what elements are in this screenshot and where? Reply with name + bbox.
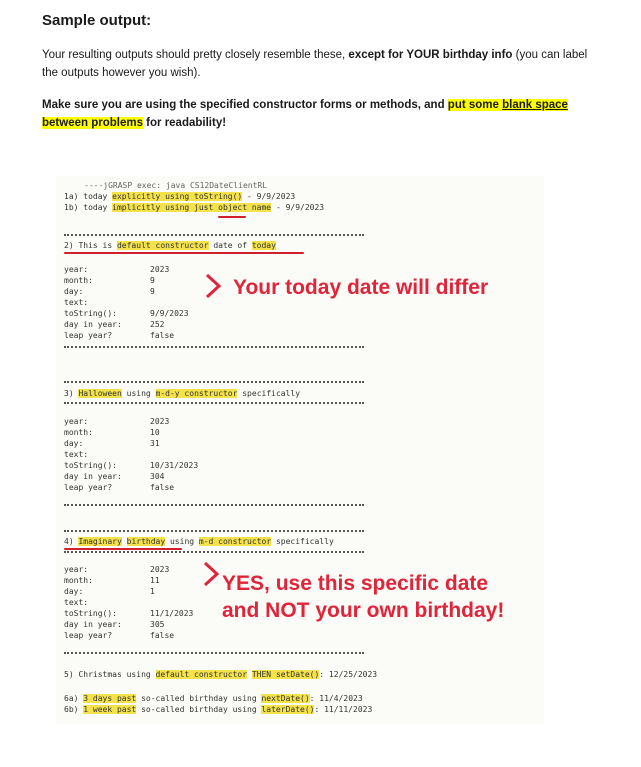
chevron-right-icon [204,272,222,300]
field-label: leap year? [64,483,113,492]
red-underline [64,252,304,254]
field-value: false [150,331,175,340]
intro-paragraph [42,46,602,82]
section-2-title: 2) This is default constructor date of today [64,241,276,250]
field-label: month: [64,576,93,585]
field-value: 252 [150,320,165,329]
field-label: day in year: [64,472,122,481]
section-5-line: 5) Christmas using default constructor THEN setDate(): 12/25/2023 [64,670,378,679]
red-underline [64,548,182,550]
instruction-text-2: for readability! [142,117,227,129]
field-label: toString(): [64,461,117,470]
highlight-blank-space: blank space [502,99,568,111]
section-3-title: 3) Halloween using m-d-y constructor specifically [64,389,301,398]
field-label: toString(): [64,609,117,618]
field-value: 305 [150,620,165,629]
field-label: text: [64,298,89,307]
field-label: year: [64,417,89,426]
highlight-put-some: put some [447,99,503,111]
field-label: day in year: [64,620,122,629]
field-label: day in year: [64,320,122,329]
field-value: 1 [150,587,155,596]
line-1a: 1a) today explicitly using toString() - 9/9/2023 [64,192,296,201]
field-value: 2023 [150,417,170,426]
separator [64,551,364,553]
field-label: toString(): [64,309,117,318]
field-value: false [150,483,175,492]
field-value: 9 [150,276,155,285]
separator [64,381,364,383]
field-label: text: [64,598,89,607]
field-label: text: [64,450,89,459]
field-label: day: [64,439,84,448]
highlight-between-problems: between problems [42,117,143,129]
red-underline [218,216,246,218]
section-6b-line: 6b) 1 week past so-called birthday using laterDate(): 11/11/2023 [64,705,373,714]
line-1b: 1b) today implicitly using just object name - 9/9/2023 [64,203,325,212]
field-value: 10/31/2023 [150,461,199,470]
field-value: 304 [150,472,165,481]
field-label: day: [64,287,84,296]
field-value: 9/9/2023 [150,309,189,318]
note-specific-date-2: and NOT your own birthday! [222,599,505,622]
console-output-screenshot [56,176,544,724]
field-value: 10 [150,428,160,437]
section-6a-line: 6a) 3 days past so-called birthday using nextDate(): 11/4/2023 [64,694,363,703]
separator [64,234,364,236]
separator [64,652,364,654]
field-value: 11/1/2023 [150,609,194,618]
note-specific-date-1: YES, use this specific date [222,572,489,595]
separator [64,402,364,404]
field-label: year: [64,265,89,274]
field-value: 2023 [150,265,170,274]
field-value: 2023 [150,565,170,574]
field-label: month: [64,428,93,437]
field-label: leap year? [64,631,113,640]
instruction-text-1: Make sure you are using the specified constructor forms or methods, and [42,99,448,111]
separator [64,504,364,506]
intro-bold-text: except for YOUR birthday info [348,49,513,61]
field-label: year: [64,565,89,574]
instruction-paragraph [42,96,602,132]
field-value: 31 [150,439,160,448]
page-heading: Sample output: [42,12,152,29]
chevron-right-icon [202,560,220,588]
exec-line: ----jGRASP exec: java CS12DateClientRL [84,181,268,190]
note-today-date: Your today date will differ [233,276,489,299]
field-value: 11 [150,576,160,585]
intro-text-2: (you can label the outputs however you wish). [42,49,588,79]
field-value: false [150,631,175,640]
section-4-title: 4) Imaginary birthday using m-d constructor specifically [64,537,334,546]
separator [64,346,364,348]
field-label: month: [64,276,93,285]
field-value: 9 [150,287,155,296]
intro-text-1: Your resulting outputs should pretty closely resemble these, [42,49,349,61]
separator [64,530,364,532]
field-label: day: [64,587,84,596]
field-label: leap year? [64,331,113,340]
